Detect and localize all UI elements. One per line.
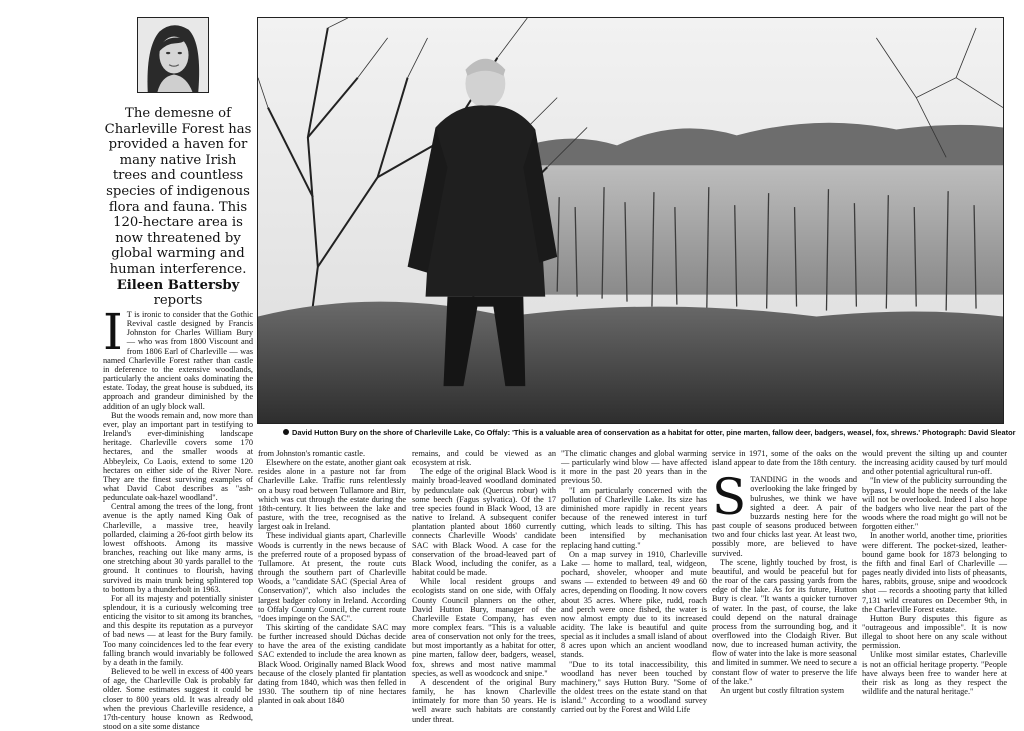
paragraph: "I am particularly concerned with the pollution of Charleville Lake. Its size has diminished more rapidly in recent years because of the renewed interest in turf cutting, which leads to silting. This has been intensified by mechanisation replacing hand cutting.": [561, 485, 707, 550]
paragraph: service in 1971, some of the oaks on the island appear to date from the 18th century.: [712, 449, 857, 468]
paragraph: While local resident groups and ecologists stand on one side, with Offaly County Council planners on the other, David Hutton Bury, manager of the Charleville Estate Company, has even more complex fears. "This is a valuable area of conservation not only for the trees, but most importantly as a habitat for otter, pine marten, fallow deer, badgers, weasel, fox, shrews and most native mammal species, as well as woodcock and snipe.": [412, 577, 556, 678]
byline-reports: reports: [153, 293, 203, 309]
photo-caption: [283, 428, 1016, 438]
paragraph: For all its majesty and potentially sinister splendour, it is a curiously welcoming tree enticing the visitor to sit among its branches, and this despite its reputation as a purveyor of bad news — at least for the Bury family. Too many coincidences led to the fear every falling branch would invariably be followed by a death in the family.: [103, 593, 253, 667]
dropcap: I: [103, 303, 123, 361]
paragraph: An urgent but costly filtration system: [720, 685, 845, 695]
body-column-6: [862, 449, 1007, 697]
byline: Eileen Battersby: [116, 277, 240, 293]
body-column-2: [258, 449, 406, 706]
paragraph: Central among the trees of the long, front avenue is the aptly named King Oak of Charleville, a massive tree, heavily pollarded, claiming a 26-foot girth below its lowest offshoots. Among its massive branches, reaching out like many arms, is one stretching about 30 yards parallel to the ground. It continues to flourish, having survived its main trunk being splintered top to bottom by a thunderbolt in 1963.: [103, 502, 253, 594]
paragraph: On a map survey in 1910, Charleville Lake — home to mallard, teal, widgeon, pochard, shoveler, whooper and mute swans — extended to between 49 and 60 acres, depending on flooding. It now covers about 35 acres. Where pike, rudd, roach and perch were once fished, the water is now almost empty due to its increased acidity. The lake is beautiful and quite special as it includes a small island of about 8 acres upon which an ancient woodland stands.: [561, 549, 707, 660]
standfirst-text: The demesne of Charleville Forest has provided a haven for many native Irish trees and countless species of indigenous flora and fauna. This 120-hectare area is now threatened by global warming and human interference.: [104, 106, 252, 277]
paragraph: The scene, lightly touched by frost, is beautiful, and would be peaceful but for the roar of the cars passing yards from the edge of the lake. As for its future, Hutton Bury is clear. "It wants a quicker turnover of water. In the past, of course, the lake could depend on the natural drainage process from the surrounding bog, and it overflowed into the Clodaigh River. But now, due to increased human activity, the flow of water into the lake is more seasonal and limited in summer. We need to secure a constant flow of water to preserve the life of the lake.": [712, 557, 857, 686]
paragraph: Hutton Bury disputes this figure as "outrageous and impossible". It is now illegal to shoot here on any scale without permission.: [862, 613, 1007, 651]
paragraph: would prevent the silting up and counter the increasing acidity caused by turf mould and other potential agricultural run-off.: [862, 449, 1007, 477]
paragraph: These individual giants apart, Charleville Woods is currently in the news because of the preferred route of a proposed bypass of Tullamore. At present, the route cuts through the southern part of Charleville Woods, a "candidate SAC (Special Area of Conservation)", which also includes the largest badger colony in Ireland. According to Offaly County Council, the current route "does impinge on the SAC".: [258, 531, 406, 623]
body-column-5: [712, 449, 857, 695]
body-column-4: [561, 449, 707, 715]
paragraph: Believed to be well in excess of 400 years of age, the Charleville Oak is probably far older. Some estimates suggest it could be closer to 800 years old. It was already old when the previous Charleville residence, a 17th-century house known as Redwood, stood on a site some distance: [103, 667, 253, 731]
standfirst: [103, 106, 253, 309]
body-column-1: [103, 303, 253, 731]
caption-bullet-icon: [283, 429, 289, 435]
paragraph: TANDING in the woods and overlooking the lake fringed by bulrushes, we think we have sighted a deer. A pair of buzzards nesting here for the past couple of seasons produced between two and four chicks last year. At least two, possibly more, are believed to have survived.: [712, 475, 857, 558]
paragraph: Elsewhere on the estate, another giant oak resides alone in a pasture not far from Charleville Lake. Traffic runs relentlessly on a busy road between Tullamore and Birr, which was cut through the estate during the 18th-century. It lies between the lake and pasture, with the tree, recognised as the largest oak in Ireland.: [258, 458, 406, 532]
paragraph: "The climatic changes and global warming — particularly wind blow — have affected it more in the past 20 years than in the previous 50.: [561, 449, 707, 486]
main-photograph: [257, 17, 1004, 424]
paragraph: remains, and could be viewed as an ecosystem at risk.: [412, 449, 556, 468]
paragraph: T is ironic to consider that the Gothic Revival castle designed by Francis Johnston for Charles William Bury — who was from 1800 Viscount and from 1806 Earl of Charleville — was named Charleville Forest rather than castle in deference to the extensive woodlands, particularly the ancient oaks dominating the estate. Today, the great house is subdued, its approach and grandeur diminished by the addition of an ugly block wall.: [103, 310, 253, 411]
author-portrait: [137, 17, 209, 93]
dropcap: S: [712, 468, 747, 527]
caption-text: David Hutton Bury on the shore of Charleville Lake, Co Offaly: 'This is a valuable area of conservation as a habitat for otter, pine marten, fallow deer, badgers, weasel, fox, shrews.' Photograph: David Sleator: [292, 428, 1016, 437]
paragraph: "In view of the publicity surrounding the bypass, I would hope the needs of the lake will not be overlooked. Indeed I also hope the badgers who live near the part of the woods where the road might go will not be forgotten either.": [862, 476, 1007, 532]
paragraph: In another world, another time, priorities were different. The pocket-sized, leather-bound game book for 1873 belonging to the fifth and final Earl of Charleville — pages neatly divided into lists of pheasants, hares, rabbits, grouse, snipe and woodcock shot — records a shooting party that killed 7,131 wild creatures on December 9th, in the Charleville Forest estate.: [862, 531, 1007, 614]
paragraph: But the woods remain and, now more than ever, play an important part in testifying to Ireland's ever-diminishing landscape heritage. Charleville covers some 170 hectares, and the smaller woods at Abbeyleix, Co Laois, extend to some 120 hectares on either side of the River Nore. They are the finest surviving examples of what David Cabot describes as "ash-pedunculate oak-hazel woodland".: [103, 410, 253, 503]
paragraph: "Due to its total inaccessibility, this woodland has never been touched by machinery," says Hutton Bury. "Some of the oldest trees on the estate stand on that island." According to a woodland survey carried out by the Forest and Wild Life: [561, 659, 707, 715]
paragraph: The edge of the original Black Wood is mainly broad-leaved woodland dominated by pedunculate oak (Quercus robur) with some beech (Fagus sylvatica). Of the 17 tree species found in Black Wood, 13 are native to Ireland. A subsequent conifer plantation planted about 1860 currently connects Charleville Woods' candidate SAC with Black Wood. A case for the conservation of the broad-leaved part of Black Wood, including the conifer, as a habitat could be made.: [412, 467, 556, 578]
paragraph: from Johnston's romantic castle.: [258, 449, 366, 458]
body-column-3: [412, 449, 556, 724]
paragraph: A descendent of the original Bury family, he has known Charleville intimately for more than 50 years. He is well aware such habitats are constantly under threat.: [412, 677, 556, 724]
paragraph: Unlike most similar estates, Charleville is not an official heritage property. "People have always been free to wander here at their risk as long as they respect the wildlife and the natural heritage.": [862, 650, 1007, 697]
paragraph: This skirting of the candidate SAC may be further increased should Dúchas decide to have the area of the existing candidate SAC extended to include the area known as Black Wood. Originally named Black Wood because of the closely planted fir plantation dating from 1840, which was then felled in 1930. The southern tip of nine hectares planted in oak about 1840: [258, 622, 406, 706]
